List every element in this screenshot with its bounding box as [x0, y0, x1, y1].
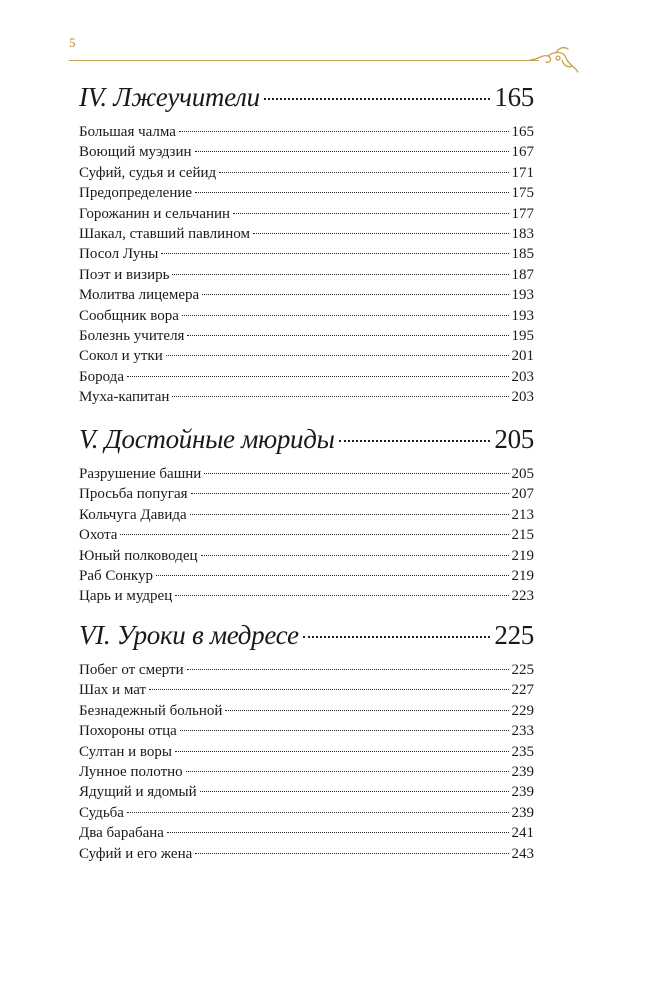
toc-entry[interactable]	[79, 505, 534, 525]
entry-title: Разрушение башни	[79, 466, 202, 482]
entry-page-number: 175	[511, 185, 534, 202]
entry-title: Лунное полотно	[79, 764, 183, 781]
entry-title: Султан и воры	[79, 743, 172, 760]
ornament-icon	[528, 44, 584, 78]
entry-title: Предопределение	[79, 185, 193, 202]
toc-entry[interactable]	[79, 680, 534, 700]
entry-title: Охота	[79, 527, 118, 544]
entry-page-number: 227	[511, 682, 534, 699]
header-rule	[69, 60, 539, 61]
entry-page-number: 233	[511, 723, 534, 740]
toc-entry[interactable]	[79, 586, 534, 606]
toc-entry[interactable]	[79, 346, 534, 366]
dot-leader	[120, 534, 508, 535]
toc-entry[interactable]	[79, 306, 534, 326]
dot-leader	[172, 274, 508, 275]
dot-leader	[187, 669, 509, 670]
entry-title: Побег от смерти	[79, 662, 184, 678]
toc-entry[interactable]	[79, 387, 534, 407]
toc-entry[interactable]	[79, 566, 534, 586]
dot-leader	[149, 689, 508, 690]
entry-page-number: 201	[511, 348, 534, 365]
toc-entry[interactable]	[79, 326, 534, 346]
entry-page-number: 177	[511, 205, 534, 222]
dot-leader	[201, 555, 509, 556]
section-heading	[79, 424, 534, 454]
toc-section	[79, 620, 534, 864]
entry-title: Горожанин и сельчанин	[79, 205, 231, 222]
entry-page-number: 171	[511, 164, 534, 181]
toc-entry[interactable]	[79, 844, 534, 864]
entry-page-number: 203	[511, 368, 534, 385]
entry-page-number: 225	[511, 662, 534, 678]
entry-title: Большая чалма	[79, 124, 176, 140]
entry-title: Судьба	[79, 804, 124, 821]
dot-leader	[219, 172, 508, 173]
entry-title: Раб Сонкур	[79, 568, 153, 585]
dot-leader	[195, 853, 508, 854]
toc-section	[79, 82, 534, 408]
dot-leader	[186, 771, 509, 772]
page-number: 5	[69, 35, 76, 50]
toc-entry[interactable]	[79, 782, 534, 802]
entry-title: Воющий муэдзин	[79, 144, 192, 161]
toc-entry[interactable]	[79, 742, 534, 762]
section-page-number: 165	[494, 82, 534, 112]
dot-leader	[200, 791, 509, 792]
entry-page-number: 219	[511, 547, 534, 564]
entry-page-number: 229	[511, 702, 534, 719]
entry-page-number: 243	[511, 845, 534, 862]
entry-page-number: 239	[511, 764, 534, 781]
entry-title: Юный полководец	[79, 547, 198, 564]
section-page-number: 225	[494, 620, 534, 650]
toc-entry[interactable]	[79, 204, 534, 224]
toc-entry[interactable]	[79, 122, 534, 142]
entry-page-number: 203	[511, 389, 534, 406]
dot-leader	[264, 98, 491, 100]
entry-title: Царь и мудрец	[79, 588, 173, 605]
entry-page-number: 213	[511, 506, 534, 523]
toc-entry[interactable]	[79, 721, 534, 741]
dot-leader	[175, 595, 508, 596]
entry-page-number: 219	[511, 568, 534, 585]
section-heading	[79, 82, 534, 112]
section-title: VI. Уроки в медресе	[79, 620, 299, 650]
entry-page-number: 241	[511, 825, 534, 842]
entry-title: Болезнь учителя	[79, 328, 185, 345]
entry-title: Просьба попугая	[79, 486, 188, 503]
toc-entry[interactable]	[79, 367, 534, 387]
entry-title: Суфий и его жена	[79, 845, 193, 862]
dot-leader	[225, 710, 508, 711]
entry-title: Кольчуга Давида	[79, 506, 187, 523]
toc-entry[interactable]	[79, 484, 534, 504]
dot-leader	[127, 376, 509, 377]
dot-leader	[204, 473, 508, 474]
dot-leader	[127, 812, 509, 813]
dot-leader	[233, 213, 508, 214]
entry-title: Шах и мат	[79, 682, 147, 699]
section-title: IV. Лжеучители	[79, 82, 260, 112]
entry-page-number: 167	[511, 144, 534, 161]
entry-page-number: 193	[511, 287, 534, 304]
entry-page-number: 207	[511, 486, 534, 503]
toc-entry[interactable]	[79, 803, 534, 823]
entry-page-number: 235	[511, 743, 534, 760]
entry-page-number: 165	[511, 124, 534, 140]
entry-title: Сокол и утки	[79, 348, 163, 365]
entry-page-number: 215	[511, 527, 534, 544]
entry-page-number: 239	[511, 784, 534, 801]
toc-entry[interactable]	[79, 224, 534, 244]
entry-title: Сообщник вора	[79, 307, 179, 324]
dot-leader	[195, 192, 508, 193]
dot-leader	[253, 233, 509, 234]
entry-title: Муха-капитан	[79, 389, 170, 406]
toc-entry[interactable]	[79, 762, 534, 782]
entry-page-number: 187	[511, 266, 534, 283]
entry-title: Молитва лицемера	[79, 287, 200, 304]
dot-leader	[190, 514, 509, 515]
entry-title: Посол Луны	[79, 246, 159, 263]
toc-entry[interactable]	[79, 163, 534, 183]
entry-page-number: 193	[511, 307, 534, 324]
entry-title: Безнадежный больной	[79, 702, 223, 719]
dot-leader	[202, 294, 508, 295]
dot-leader	[195, 151, 509, 152]
toc-entry[interactable]	[79, 285, 534, 305]
toc-entry[interactable]	[79, 546, 534, 566]
toc-entry[interactable]	[79, 265, 534, 285]
section-title: V. Достойные мюриды	[79, 424, 335, 454]
toc-entry[interactable]	[79, 701, 534, 721]
dot-leader	[161, 253, 508, 254]
dot-leader	[156, 575, 509, 576]
dot-leader	[175, 751, 509, 752]
toc-entry[interactable]	[79, 525, 534, 545]
entry-title: Ядущий и ядомый	[79, 784, 197, 801]
dot-leader	[180, 730, 509, 731]
toc-entry[interactable]	[79, 660, 534, 680]
dot-leader	[182, 315, 509, 316]
toc-entry[interactable]	[79, 183, 534, 203]
entry-page-number: 205	[511, 466, 534, 482]
entry-page-number: 185	[511, 246, 534, 263]
toc-entry[interactable]	[79, 244, 534, 264]
entry-title: Суфий, судья и сейид	[79, 164, 217, 181]
section-page-number: 205	[494, 424, 534, 454]
entry-title: Поэт и визирь	[79, 266, 170, 283]
dot-leader	[303, 636, 491, 638]
entry-title: Похороны отца	[79, 723, 177, 740]
dot-leader	[187, 335, 508, 336]
entry-title: Два барабана	[79, 825, 164, 842]
toc-section	[79, 424, 534, 607]
entry-page-number: 183	[511, 226, 534, 243]
dot-leader	[172, 396, 508, 397]
dot-leader	[179, 131, 509, 132]
toc-entry[interactable]	[79, 464, 534, 484]
dot-leader	[166, 355, 509, 356]
entry-page-number: 223	[511, 588, 534, 605]
entry-page-number: 239	[511, 804, 534, 821]
section-heading	[79, 620, 534, 650]
entry-page-number: 195	[511, 328, 534, 345]
dot-leader	[191, 493, 509, 494]
entry-title: Шакал, ставший павлином	[79, 226, 250, 243]
toc-entry[interactable]	[79, 142, 534, 162]
toc-entry[interactable]	[79, 823, 534, 843]
dot-leader	[339, 440, 491, 442]
dot-leader	[167, 832, 509, 833]
entry-title: Борода	[79, 368, 124, 385]
